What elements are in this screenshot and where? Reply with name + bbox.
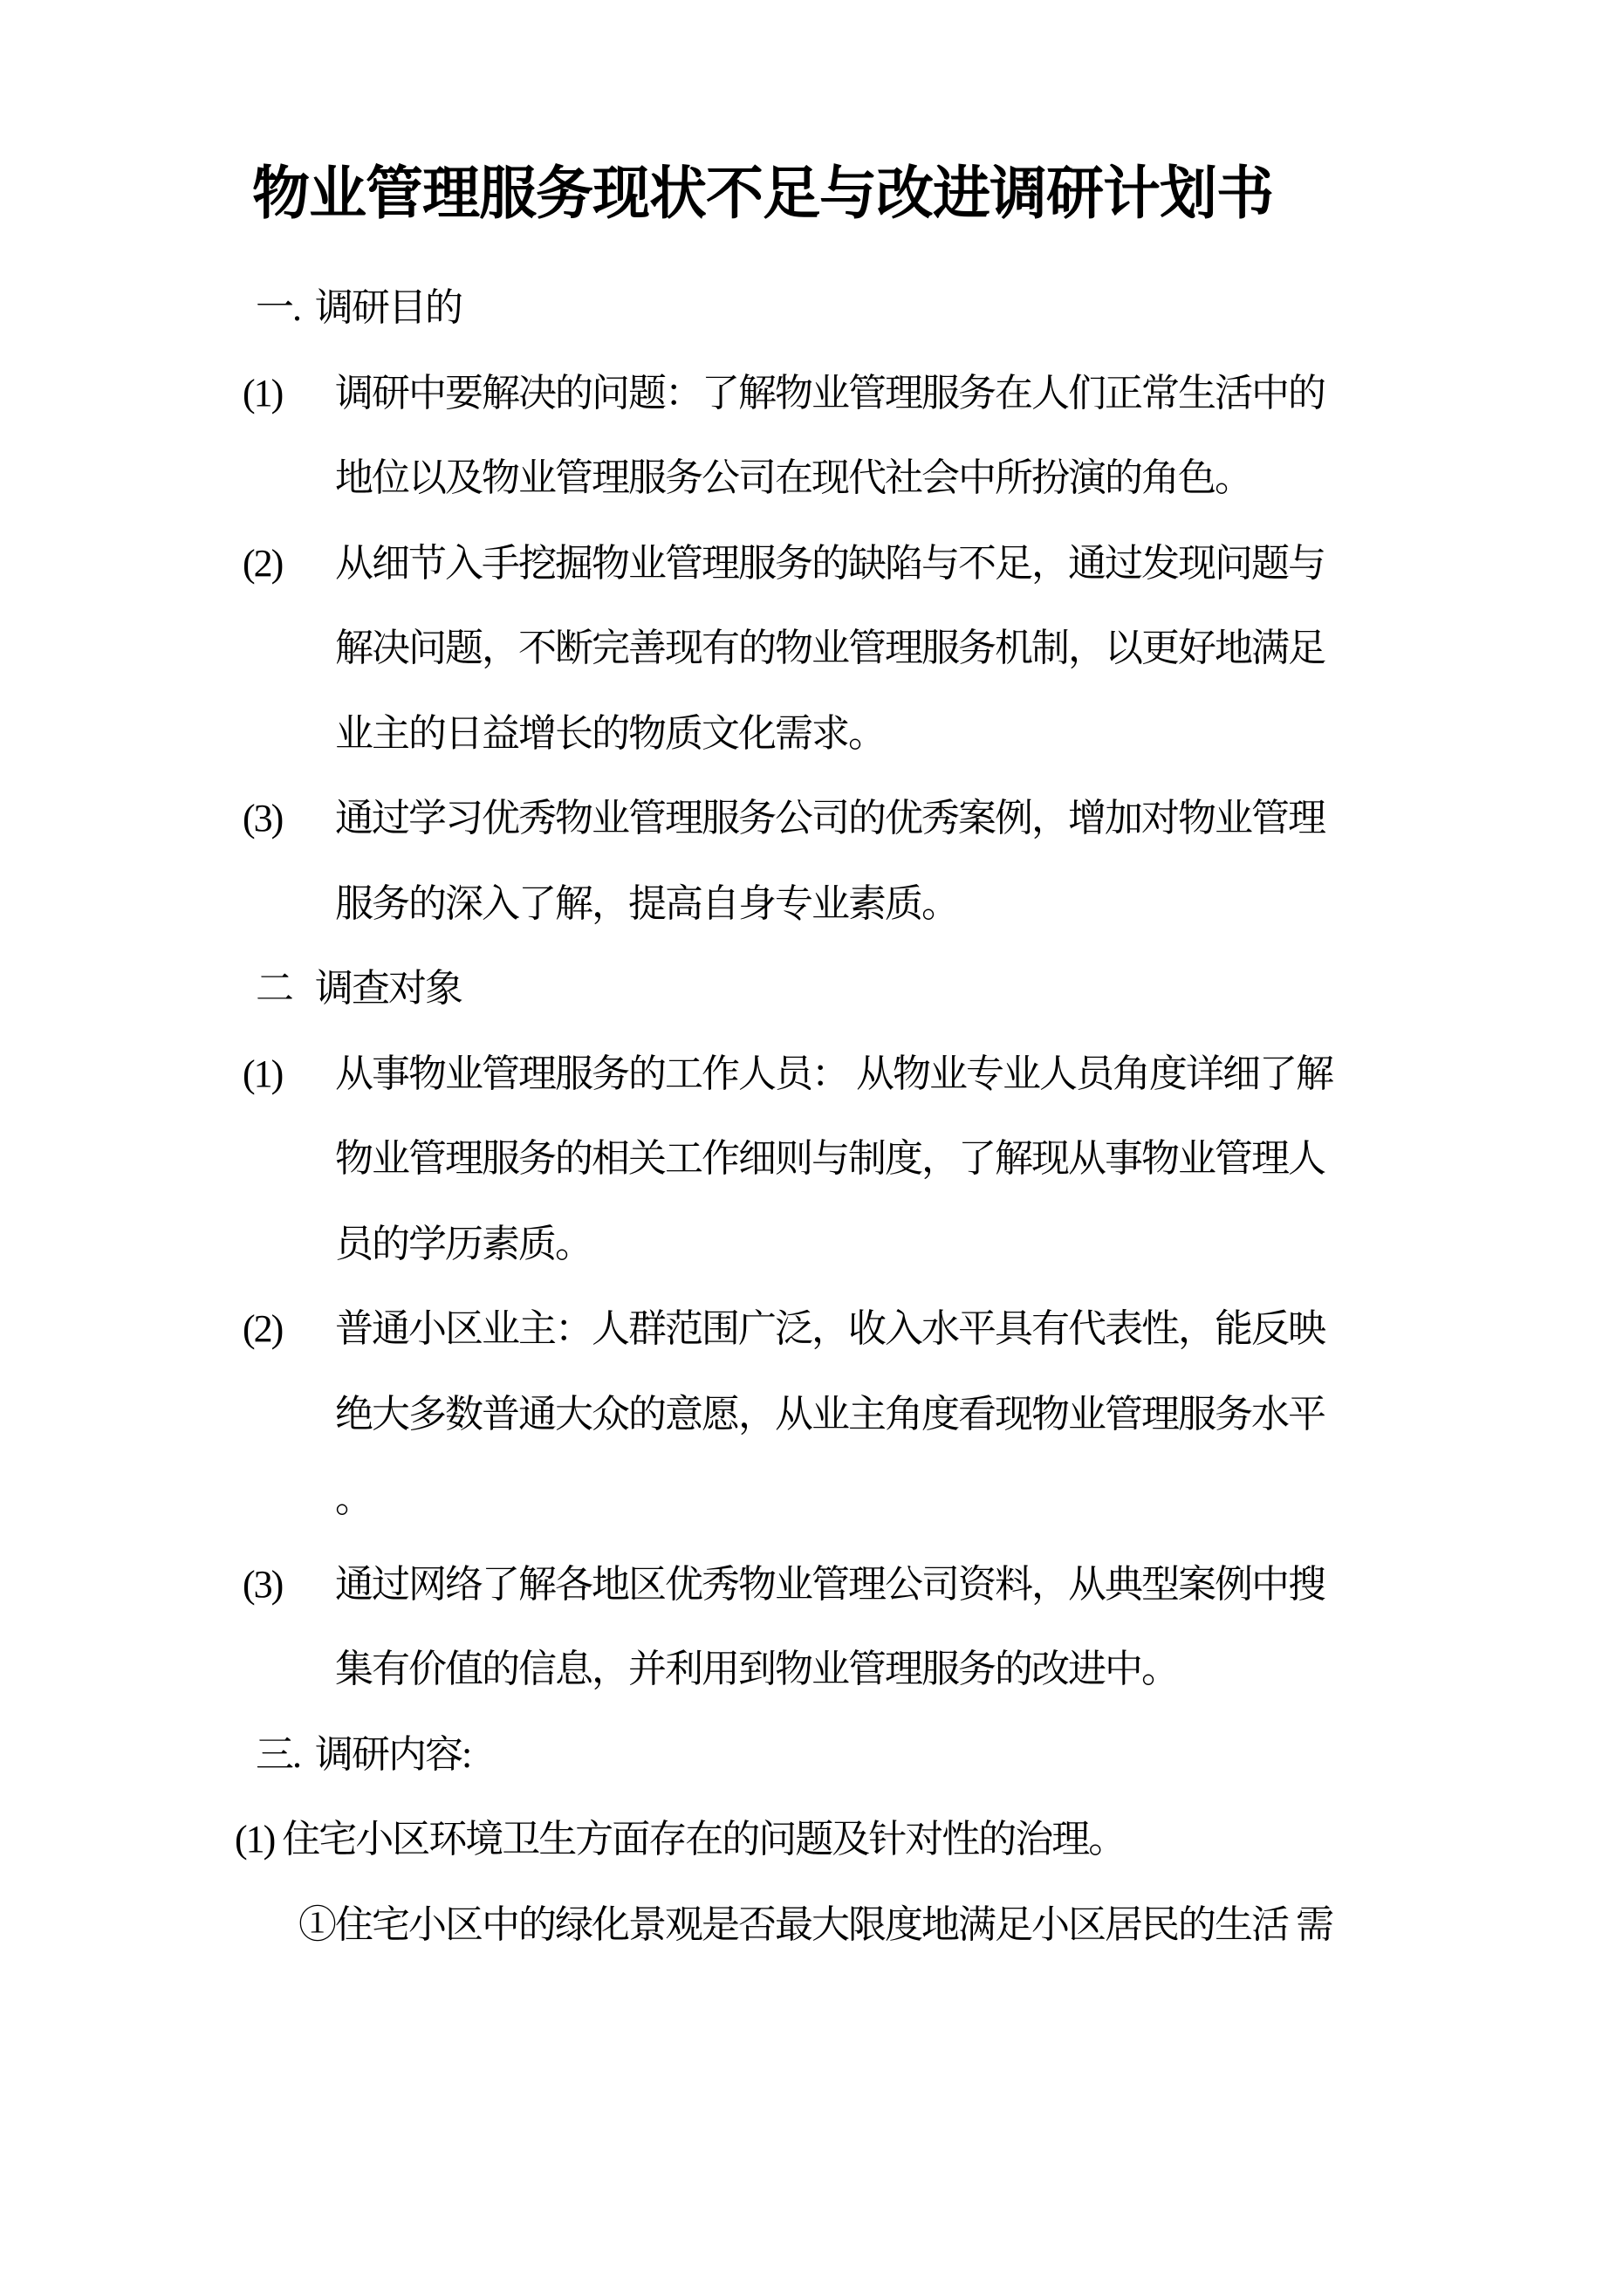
line-text: 业主的日益增长的物质文化需求。 (335, 711, 885, 755)
list-number: 一. (256, 286, 300, 329)
list-number: 二 (256, 967, 292, 1010)
text-line (335, 1479, 372, 1519)
text-line (235, 1820, 1125, 1860)
line-text: 从事物业管理服务的工作人员： 从物业专业人员角度详细了解 (335, 1052, 1332, 1095)
line-text: 员的学历素质。 (335, 1222, 592, 1265)
line-text: 调研目的 (315, 286, 462, 329)
line-text: 服务的深入了解，提高自身专业素质。 (335, 881, 958, 925)
list-item-line (243, 371, 1325, 415)
text-line (335, 1649, 1178, 1689)
list-item-line (243, 798, 1325, 839)
text-line (335, 711, 885, 755)
line-text: 地位以及物业管理服务公司在现代社会中所扮演的角色。 (335, 456, 1251, 499)
text-line (335, 1392, 1325, 1436)
text-line (335, 1224, 592, 1265)
list-number: 三. (256, 1732, 300, 1776)
section-heading (256, 288, 462, 328)
line-text: 绝大多数普通大众的意愿，从业主角度看现物业管理服务水平 (335, 1392, 1325, 1436)
list-item-line (243, 1309, 1325, 1349)
list-number: (2) (243, 1307, 283, 1350)
list-number: (1) (243, 1052, 283, 1095)
list-number: (3) (243, 797, 283, 840)
text-line (335, 458, 1251, 498)
line-text: 普通小区业主：人群范围广泛，收入水平具有代表性，能反映 (335, 1307, 1325, 1350)
list-number: (3) (243, 1562, 283, 1606)
section-heading (256, 1732, 471, 1776)
line-text: 通过学习优秀物业管理服务公司的优秀案例，增加对物业管理 (335, 797, 1325, 840)
document-title: 物业管理服务现状不足与改进调研计划书 (252, 162, 1273, 226)
sub-item-line (298, 1902, 1332, 1946)
section-heading (256, 969, 462, 1009)
list-item-line (243, 1562, 1325, 1606)
list-number: (1) (243, 371, 283, 415)
line-text: 调研中要解决的问题：了解物业管理服务在人们正常生活中的 (335, 371, 1325, 415)
list-number: (2) (243, 541, 283, 585)
line-text: 通过网络了解各地区优秀物业管理公司资料，从典型案例中搜 (335, 1562, 1325, 1606)
line-text: 从细节入手挖掘物业管理服务的缺陷与不足，通过发现问题与 (335, 541, 1325, 585)
text-line (335, 1139, 1325, 1179)
line-text: 调查对象 (315, 967, 462, 1010)
line-text: ①住宅小区中的绿化景观是否最大限度地满足小区居民的生活 需 (298, 1902, 1332, 1946)
line-text: 集有价值的信息，并利用到物业管理服务的改进中。 (335, 1648, 1178, 1690)
line-text: 解决问题，不断完善现有的物业管理服务机制，以更好地满足 (335, 627, 1325, 669)
text-line (335, 881, 958, 925)
list-item-line (243, 541, 1325, 585)
line-text: 。 (335, 1477, 372, 1520)
line-text: (1) 住宅小区环境卫生方面存在的问题及针对性的治理。 (235, 1818, 1126, 1861)
list-item-line (243, 1054, 1332, 1094)
line-text: 调研内容: (315, 1732, 471, 1776)
line-text: 物业管理服务的相关工作细则与制度，了解现从事物业管理人 (335, 1137, 1325, 1180)
text-line (335, 628, 1325, 668)
